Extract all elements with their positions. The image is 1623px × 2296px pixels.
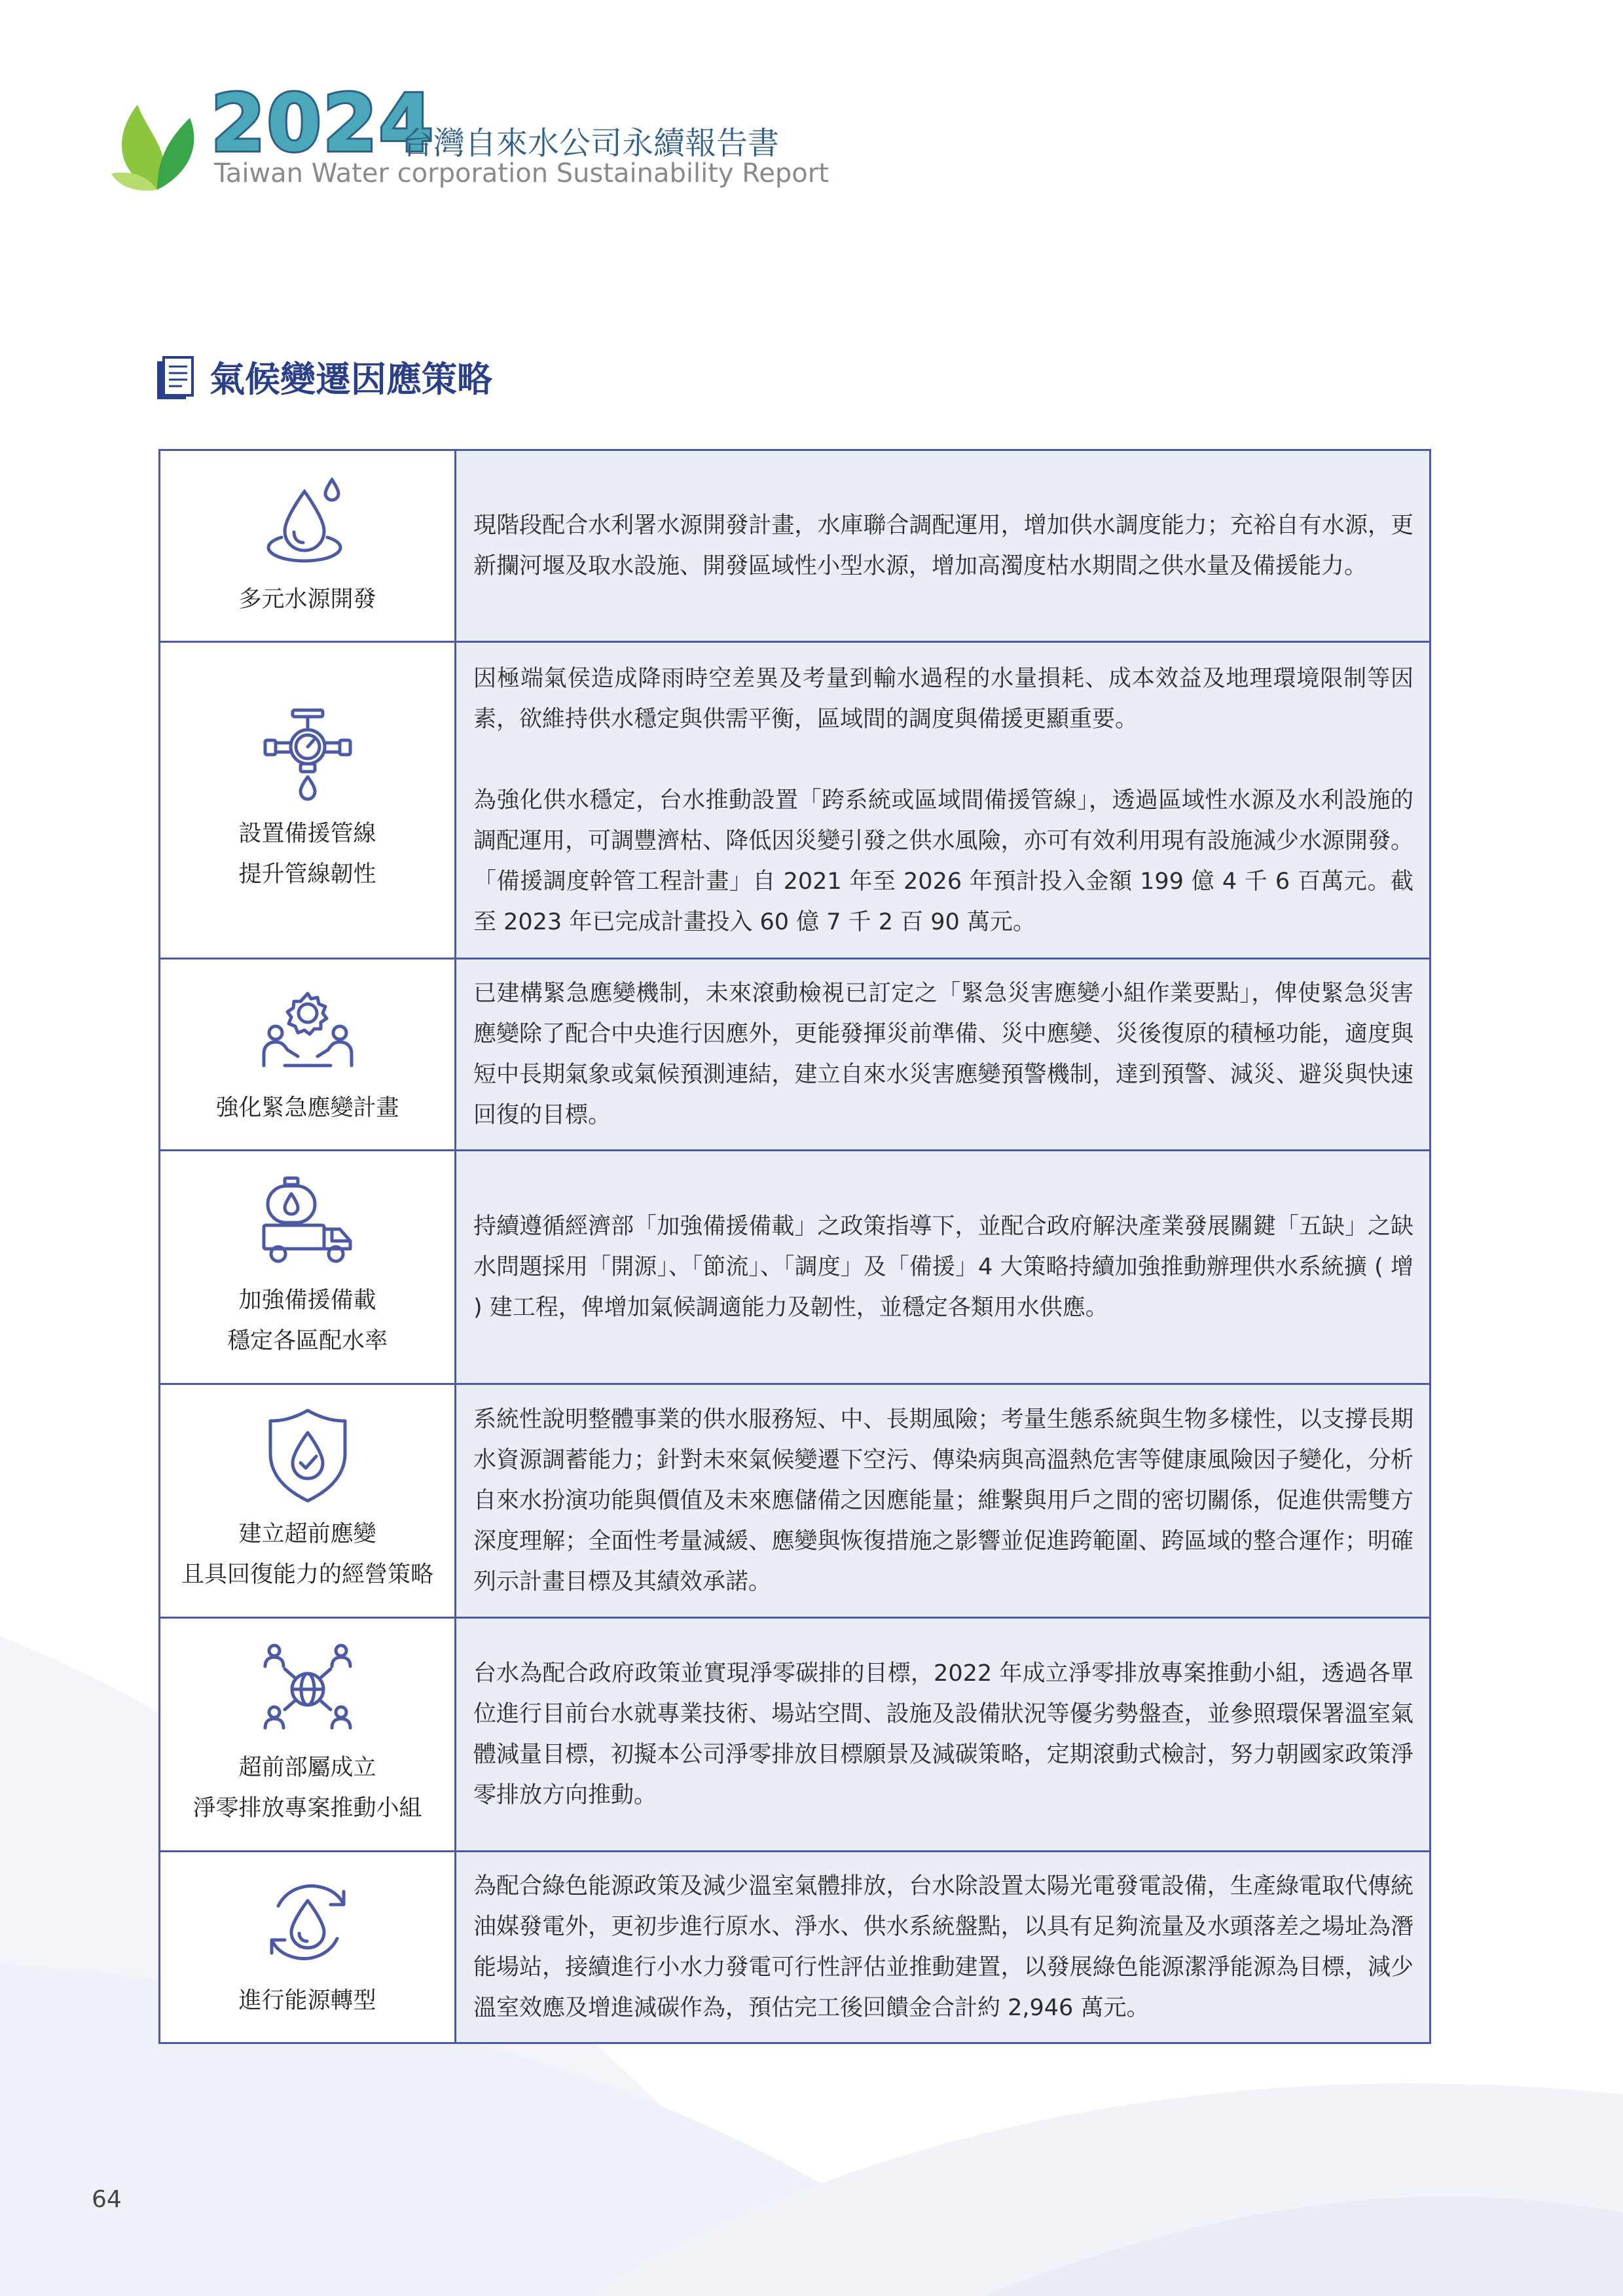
pipe-valve-icon (259, 706, 357, 804)
strategy-description: 因極端氣侯造成降雨時空差異及考量到輸水過程的水量損耗、成本效益及地理環境限制等因素，欲維持供水穩定與供需平衡，區域間的調度與備援更顯重要。 (473, 665, 1413, 732)
leaf-logo-icon (111, 98, 203, 196)
document-icon (156, 356, 195, 402)
page-number: 64 (92, 2186, 122, 2213)
strategy-description: 系統性說明整體事業的供水服務短、中、長期風險；考量生態系統與生物多樣性，以支撐長期水資源調蓄能力；針對未來氣候變遷下空污、傳染病與高溫熱危害等健康風險因子變化，分析自來水扮演功能與價值及未來應儲備之因應能量；維繫與用戶之間的密切關係，促進供需雙方深度理解；全面性考量減緩、應變與恢復措施之影響並促進跨範圍、跨區域的整合運作；明確列示計畫目標及其績效承諾。 (473, 1407, 1413, 1595)
strategy-description: 現階段配合水利署水源開發計畫，水庫聯合調配運用，增加供水調度能力；充裕自有水源，更新攔河堰及取水設施、開發區域性小型水源，增加高濁度枯水期間之供水量及備援能力。 (473, 512, 1413, 579)
strategy-description: 為強化供水穩定，台水推動設置「跨系統或區域間備援管線」，透過區域性水源及水利設施的調配運用，可調豐濟枯、降低因災變引發之供水風險，亦可有效利用現有設施減少水源開發。「備援調度幹管工程計畫」自 2021 年至 2026 年預計投入金額 199 億 4 千 6 百萬元。截至 2023 年已完成計畫投入 60 億 7 千 2 百 90 萬元。 (473, 787, 1413, 935)
report-title-zh: 台灣自來水公司永續報告書 (402, 125, 780, 162)
strategy-description-cell (456, 1384, 1431, 1618)
strategy-label: 建立超前應變 (238, 1521, 376, 1547)
shield-drop-icon (259, 1407, 357, 1505)
strategy-label: 進行能源轉型 (238, 1988, 376, 2014)
strategy-description: 為配合綠色能源政策及減少溫室氣體排放，台水除設置太陽光電發電設備，生產綠電取代傳統油媒發電外，更初步進行原水、淨水、供水系統盤點，以具有足夠流量及水頭落差之場址為潛能場站，接續進行小水力發電可行性評估並推動建置，以發展綠色能源潔淨能源為目標，減少溫室效應及增進減碳作為，預估完工後回饋金合計約 2,946 萬元。 (473, 1873, 1413, 2021)
strategy-label: 淨零排放專案推動小組 (192, 1795, 422, 1821)
strategy-label-cell (160, 642, 456, 959)
strategy-description: 持續遵循經濟部「加強備援備載」之政策指導下，並配合政府解決產業發展關鍵「五缺」之缺水問題採用「開源」、「節流」、「調度」及「備援」4 大策略持續加強推動辦理供水系統擴 ( 增 ) 建工程，俾增加氣候調適能力及韌性，並穩定各類用水供應。 (473, 1213, 1413, 1321)
strategy-description-cell (456, 1151, 1431, 1384)
strategy-label: 超前部屬成立 (238, 1755, 376, 1781)
strategy-label: 穩定各區配水率 (227, 1328, 388, 1354)
strategy-description-cell (456, 1618, 1431, 1852)
table-row (160, 1151, 1431, 1384)
strategy-label: 多元水源開發 (238, 586, 376, 613)
strategy-label: 設置備援管線 (238, 820, 376, 847)
strategy-label: 加強備援備載 (238, 1287, 376, 1314)
strategy-description: 已建構緊急應變機制，未來滾動檢視已訂定之「緊急災害應變小組作業要點」，俾使緊急災害應變除了配合中央進行因應外，更能發揮災前準備、災中應變、災後復原的積極功能，適度與短中長期氣象或氣候預測連結，建立自來水災害應變預警機制，達到預警、減災、避災與快速回復的目標。 (473, 980, 1413, 1128)
strategy-description-cell (456, 1852, 1431, 2043)
strategy-table (158, 449, 1431, 2044)
water-truck-icon (259, 1173, 357, 1271)
table-row (160, 1618, 1431, 1852)
report-header (111, 79, 897, 196)
table-row (160, 1384, 1431, 1618)
strategy-label-cell (160, 959, 456, 1151)
strategy-description-cell (456, 959, 1431, 1151)
report-title-en: Taiwan Water corporation Sustainability Report (214, 158, 829, 188)
team-gear-icon (259, 980, 357, 1079)
strategy-description-cell (456, 642, 1431, 959)
recycle-drop-icon (259, 1873, 357, 1971)
section-title: 氣候變遷因應策略 (210, 359, 492, 400)
strategy-label-cell (160, 450, 456, 642)
table-row (160, 450, 1431, 642)
strategy-label-cell (160, 1151, 456, 1384)
strategy-description: 台水為配合政府政策並實現淨零碳排的目標，2022 年成立淨零排放專案推動小組，透過各單位進行目前台水就專業技術、場站空間、設施及設備狀況等優劣勢盤查，並參照環保署溫室氣體減量目標，初擬本公司淨零排放目標願景及減碳策略，定期滾動式檢討，努力朝國家政策淨零排放方向推動。 (473, 1660, 1413, 1808)
strategy-label-cell (160, 1618, 456, 1852)
strategy-label-cell (160, 1852, 456, 2043)
globe-network-icon (259, 1640, 357, 1738)
table-row (160, 1852, 1431, 2043)
water-drop-icon (259, 472, 357, 570)
strategy-label-cell (160, 1384, 456, 1618)
strategy-label: 提升管線韌性 (238, 861, 376, 888)
strategy-label: 強化緊急應變計畫 (215, 1095, 399, 1121)
report-year: 2024 (211, 79, 435, 170)
table-row (160, 642, 1431, 959)
strategy-label: 且具回復能力的經營策略 (181, 1562, 433, 1588)
table-row (160, 959, 1431, 1151)
strategy-description-cell (456, 450, 1431, 642)
